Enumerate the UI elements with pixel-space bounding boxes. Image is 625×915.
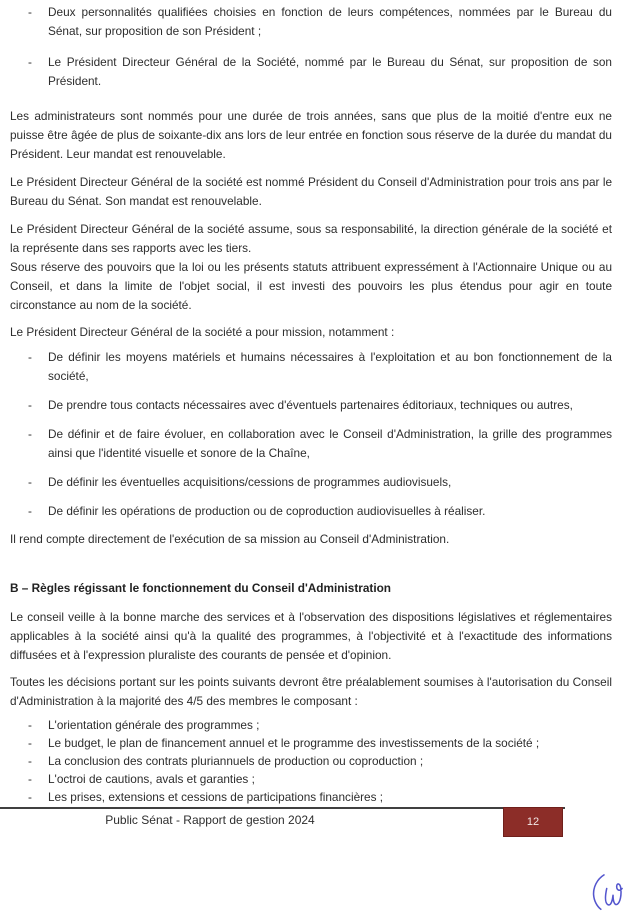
bullet-dash: - [28,55,32,69]
paragraph-reserve-pouvoirs: Sous réserve des pouvoirs que la loi ou les présents statuts attribuent expressément à l'Actionnaire Unique ou au Conseil, et dans la limite de l'objet social, il est investi des pouvoirs les plus étendus pour agir en toute circonstance au nom de la société. [10,260,612,312]
paragraph-pdg-assume: Le Président Directeur Général de la société assume, sous sa responsabilité, la direction générale de la société et la représente dans ses rapports avec les tiers. [10,222,612,255]
bullet-dash: - [28,504,32,518]
list-item [10,752,612,770]
list-item-text: De définir les moyens matériels et humains nécessaires à l'exploitation et au bon fonctionnement de la société, [48,350,612,383]
list-item-text: Deux personnalités qualifiées choisies en fonction de leurs compétences, nommées par le Bureau du Sénat, sur proposition de son Président ; [48,5,612,38]
list-item [10,716,612,734]
paragraph-mission-intro: Le Président Directeur Général de la société a pour mission, notamment : [10,325,395,339]
paragraph-conseil-veille: Le conseil veille à la bonne marche des services et à l'observation des dispositions législatives et réglementaires applicables à la société ainsi qu'à la qualité des programmes, à l'objectivité et à l'exactitude des informations diffusées et à l'expression pluraliste des courants de pensée et d'opinion. [10,610,612,662]
list-item [10,3,612,41]
bullet-dash: - [28,772,32,786]
bullet-dash: - [28,475,32,489]
list-item [10,502,612,521]
bullet-dash: - [28,427,32,441]
page-number-badge [503,807,563,837]
list-item [10,788,612,806]
list-item [10,348,612,386]
mission-list [10,348,612,521]
page-number: 12 [526,816,540,828]
list-item [10,396,612,415]
bullet-dash: - [28,754,32,768]
list-item-text: De définir les opérations de production ou de coproduction audiovisuelles à réaliser. [48,504,486,518]
list-item-text: L'orientation générale des programmes ; [48,718,260,732]
section-heading-b: B – Règles régissant le fonctionnement du Conseil d'Administration [10,581,392,595]
footer-rule [0,807,565,809]
list-item-text: Le Président Directeur Général de la Société, nommé par le Bureau du Sénat, sur proposition de son Président. [48,55,612,88]
document-body [10,3,612,806]
list-item-text: De définir et de faire évoluer, en collaboration avec le Conseil d'Administration, la grille des programmes ainsi que l'identité visuelle et sonore de la Chaîne, [48,427,612,460]
list-item [10,734,612,752]
list-item-text: De prendre tous contacts nécessaires avec d'éventuels partenaires éditoriaux, techniques ou autres, [48,398,573,412]
signature-paraph [585,871,623,915]
list-item-text: Le budget, le plan de financement annuel et le programme des investissements de la société ; [48,736,540,750]
paragraph-rend-compte: Il rend compte directement de l'exécution de sa mission au Conseil d'Administration. [10,532,450,546]
list-item-text: Les prises, extensions et cessions de participations financières ; [48,790,384,804]
list-item [10,53,612,91]
list-item-text: De définir les éventuelles acquisitions/cessions de programmes audiovisuels, [48,475,452,489]
bullet-dash: - [28,5,32,19]
list-item [10,770,612,788]
paragraph-decisions-intro: Toutes les décisions portant sur les points suivants devront être préalablement soumises à l'autorisation du Conseil d'Administration à la majorité des 4/5 des membres le composant : [10,675,612,708]
bullet-dash: - [28,398,32,412]
list-item-text: La conclusion des contrats pluriannuels de production ou coproduction ; [48,754,424,768]
list-item [10,425,612,463]
decisions-list [10,716,612,806]
footer-title: Public Sénat - Rapport de gestion 2024 [105,813,315,827]
bullet-dash: - [28,790,32,804]
bullet-dash: - [28,350,32,364]
paragraph-nomination-pdg: Le Président Directeur Général de la société est nommé Président du Conseil d'Administration pour trois ans par le Bureau du Sénat. Son mandat est renouvelable. [10,175,612,208]
list-item-text: L'octroi de cautions, avals et garanties ; [48,772,255,786]
list-item [10,473,612,492]
paragraph-administrateurs: Les administrateurs sont nommés pour une durée de trois années, sans que plus de la moitié d'entre eux ne puisse être âgée de plus de soixante-dix ans lors de leur entrée en fonction sous réserve de la durée du mandat du Président. Leur mandat est renouvelable. [10,109,612,161]
board-members-list [10,3,612,91]
bullet-dash: - [28,718,32,732]
bullet-dash: - [28,736,32,750]
